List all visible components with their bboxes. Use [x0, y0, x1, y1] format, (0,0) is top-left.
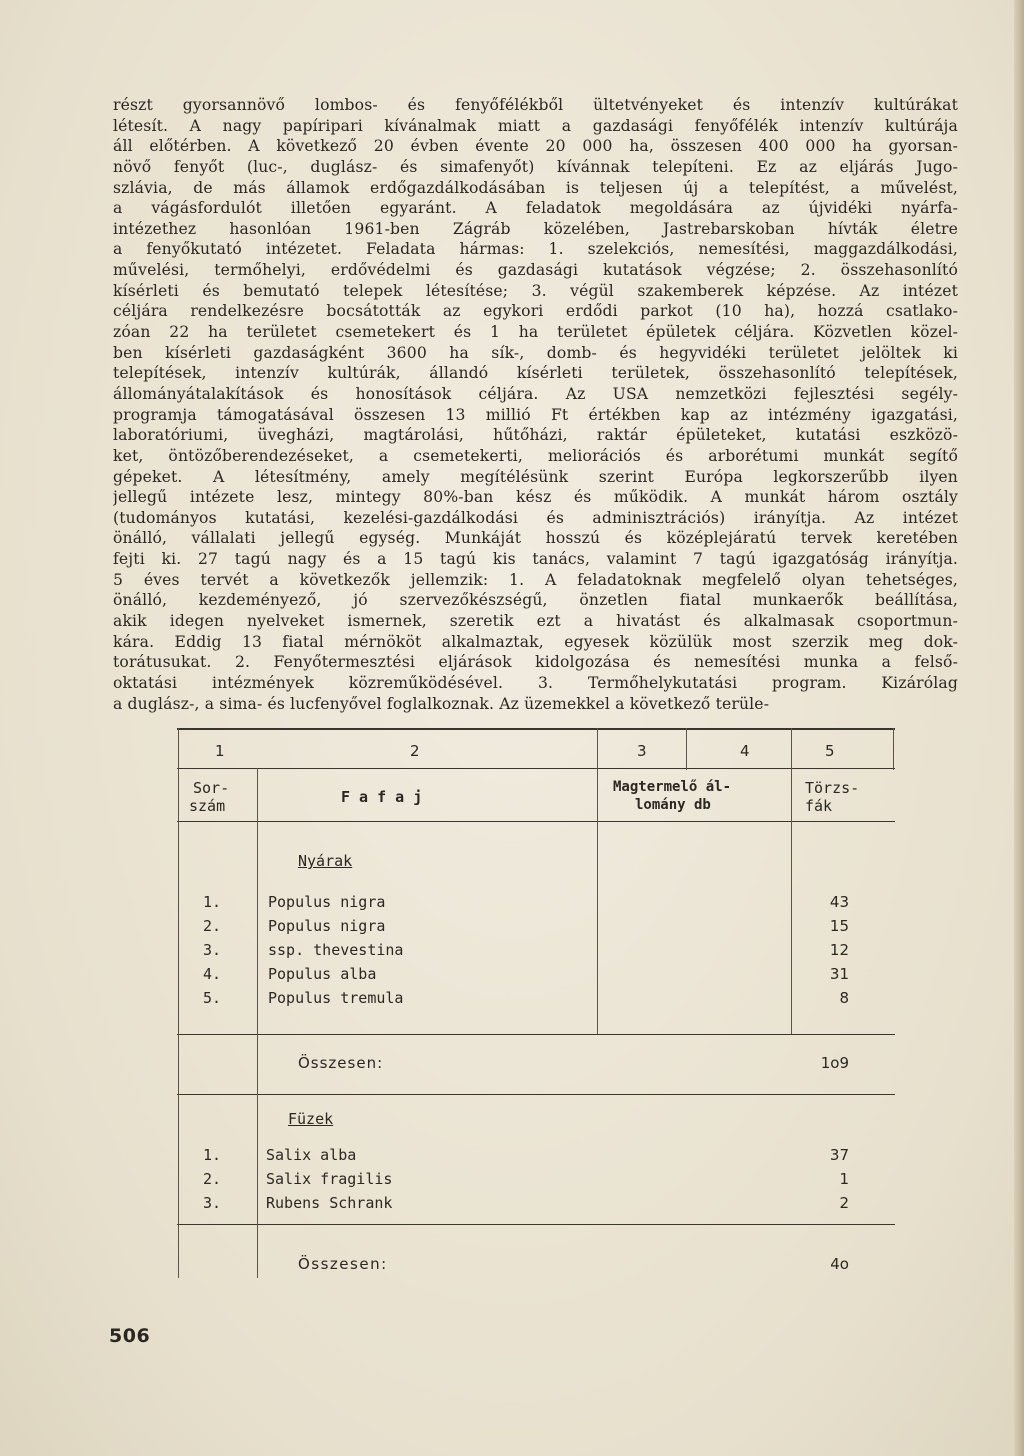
row-value: 1 — [839, 1170, 849, 1188]
text-line: önálló, vállalati jellegű egység. Munkáját hosszú és középlejáratú tervek keretében — [113, 529, 958, 548]
table-header-rule — [177, 821, 895, 822]
page-edge-shadow — [1014, 0, 1024, 1456]
column-number: 3 — [637, 742, 647, 760]
text-line: jellegű intézete lesz, mintegy 80%-ban kész és működik. A munkát három osztály — [113, 488, 958, 507]
text-line: (tudományos kutatási, kezelési-gazdálkodási és adminisztrációs) irányítja. Az intézet — [113, 508, 958, 527]
text-line: telepítések, intenzív kultúrák, állandó kísérleti területek, összehasonlító telepítések, — [113, 364, 958, 383]
row-species: Populus tremula — [268, 989, 404, 1007]
text-line: ben kísérleti gazdaságként 3600 ha sík-, domb- és hegyvidéki területet jelöltek ki — [113, 343, 958, 362]
row-value: 31 — [829, 965, 849, 983]
text-line: szlávia, de más államok erdőgazdálkodásában is teljesen új a telepítést, a művelést, — [113, 178, 958, 197]
text-line: oktatási intézmények közreműködésével. 3. Termőhelykutatási program. Kizárólag — [113, 673, 958, 692]
table-group-rule — [177, 1034, 895, 1035]
row-value: 43 — [829, 893, 849, 911]
row-number: 1. — [202, 1146, 221, 1164]
text-line: céljára rendelkezésre bocsátották az egykori erdődi parkot (10 ha), hozzá csatlako- — [113, 302, 958, 321]
row-number: 5. — [202, 989, 221, 1007]
total-label: Összesen: — [298, 1255, 388, 1273]
row-species: Salix fragilis — [266, 1170, 393, 1188]
text-line: programja támogatásával összesen 13 millió Ft értékben kap az intézmény igazgatási, — [113, 405, 958, 424]
column-number: 4 — [740, 742, 750, 760]
row-value: 15 — [829, 917, 849, 935]
text-line: a fenyőkutató intézetet. Feladata hármas: 1. szelekciós, nemesítési, maggazdálkodási, — [113, 240, 958, 259]
table-number-row-rule — [177, 768, 895, 769]
header-fafaj: F a f a j — [341, 788, 423, 806]
row-number: 3. — [202, 1194, 221, 1212]
row-species: Populus nigra — [268, 893, 386, 911]
column-number: 1 — [215, 742, 225, 760]
total-value: 1o9 — [820, 1054, 849, 1072]
table-column-divider — [893, 728, 894, 770]
row-value: 12 — [829, 941, 849, 959]
row-species: Populus alba — [268, 965, 377, 983]
table-top-rule — [177, 728, 895, 730]
text-line: létesít. A nagy papíripari kívánalmak miatt a gazdasági fenyőfélék intenzív kultúrája — [113, 116, 958, 135]
row-value: 37 — [829, 1146, 849, 1164]
row-value: 2 — [839, 1194, 849, 1212]
header-sorszam: szám — [189, 797, 226, 815]
text-line: növő fenyőt (luc-, duglász- és simafenyőt) kívánnak telepíteni. Ez az eljárás Jugo- — [113, 157, 958, 176]
header-torzsfak: Törzs- — [805, 779, 860, 797]
row-value: 8 — [839, 989, 849, 1007]
row-number: 3. — [202, 941, 221, 959]
text-line: gépeket. A létesítmény, amely megítélésünk szerint Európa legkorszerűbb ilyen — [113, 467, 958, 486]
text-line: részt gyorsannövő lombos- és fenyőfélékből ültetvényeket és intenzív kultúrákat — [113, 96, 958, 114]
text-line: ket, öntözőberendezéseket, a csemetekerti, meliorációs és arborétumi munkát segítő — [113, 446, 958, 465]
text-line: laboratóriumi, üvegházi, magtárolási, hűtőházi, raktár épületeket, kutatási eszközö- — [113, 426, 958, 445]
text-line: kísérleti és bemutató telepek létesítése; 3. végül szakemberek képzése. Az intézet — [113, 281, 958, 300]
text-line: önálló, kezdeményező, jó szervezőkészségű, önzetlen fiatal munkaerők beállítása, — [113, 591, 958, 610]
header-torzsfak: fák — [805, 797, 833, 815]
header-magtermelo: Magtermelő ál- — [613, 779, 732, 795]
column-number: 2 — [410, 742, 420, 760]
data-table — [175, 728, 897, 1278]
text-line: zóan 22 ha területet csemetekert és 1 ha területet épületek céljára. Közvetlen közel- — [113, 323, 958, 342]
table-column-divider — [597, 728, 598, 1034]
table-total-rule — [177, 1094, 895, 1095]
row-number: 1. — [202, 893, 221, 911]
table-group-rule — [177, 1224, 895, 1225]
column-number: 5 — [825, 742, 835, 760]
group-title: Füzek — [288, 1110, 334, 1128]
text-line: művelési, termőhelyi, erdővédelmi és gazdasági kutatások végzése; 2. összehasonlító — [113, 261, 958, 280]
row-number: 4. — [202, 965, 221, 983]
body-text — [113, 95, 958, 714]
total-label: Összesen: — [298, 1054, 384, 1072]
header-sorszam: Sor- — [193, 779, 230, 797]
row-number: 2. — [202, 917, 221, 935]
text-line: a duglász-, a sima- és lucfenyővel foglalkoznak. Az üzemekkel a következő terüle- — [113, 694, 770, 713]
text-line: állományátalakítások és honosítások céljára. Az USA nemzetközi fejlesztési segély- — [113, 384, 958, 403]
text-line: áll előtérben. A következő 20 évben évente 20 000 ha, összesen 400 000 ha gyorsan- — [113, 137, 958, 156]
text-line: torátusukat. 2. Fenyőtermesztési eljárások kidolgozása és nemesítési munka a felső- — [113, 653, 958, 672]
text-line: a vágásfordulót illetően egyaránt. A feladatok megoldására az újvidéki nyárfa- — [113, 199, 958, 218]
table-column-divider — [257, 768, 258, 1278]
text-line: akik idegen nyelveket ismernek, szeretik ezt a hivatást és alkalmasak csoportmun- — [113, 612, 958, 631]
text-line: fejti ki. 27 tagú nagy és a 15 tagú kis tanács, valamint 7 tagú igazgatóság irányítja. — [113, 550, 958, 569]
group-title: Nyárak — [298, 852, 353, 870]
row-species: ssp. thevestina — [268, 941, 404, 959]
total-value: 4o — [830, 1255, 849, 1273]
row-number: 2. — [202, 1170, 221, 1188]
text-line: 5 éves tervét a következők jellemzik: 1. A feladatoknak megfelelő olyan tehetséges, — [113, 570, 958, 589]
row-species: Salix alba — [266, 1146, 357, 1164]
text-line: intézethez hasonlóan 1961-ben Zágráb közelében, Jastrebarskoban hívták életre — [113, 219, 958, 238]
text-line: kára. Eddig 13 fiatal mérnököt alkalmaztak, egyesek közülük most szerzik meg dok- — [113, 632, 958, 651]
page-number: 506 — [109, 1325, 151, 1347]
row-species: Rubens Schrank — [266, 1194, 393, 1212]
header-magtermelo: lomány db — [635, 797, 711, 813]
row-species: Populus nigra — [268, 917, 386, 935]
table-column-divider — [686, 728, 687, 770]
